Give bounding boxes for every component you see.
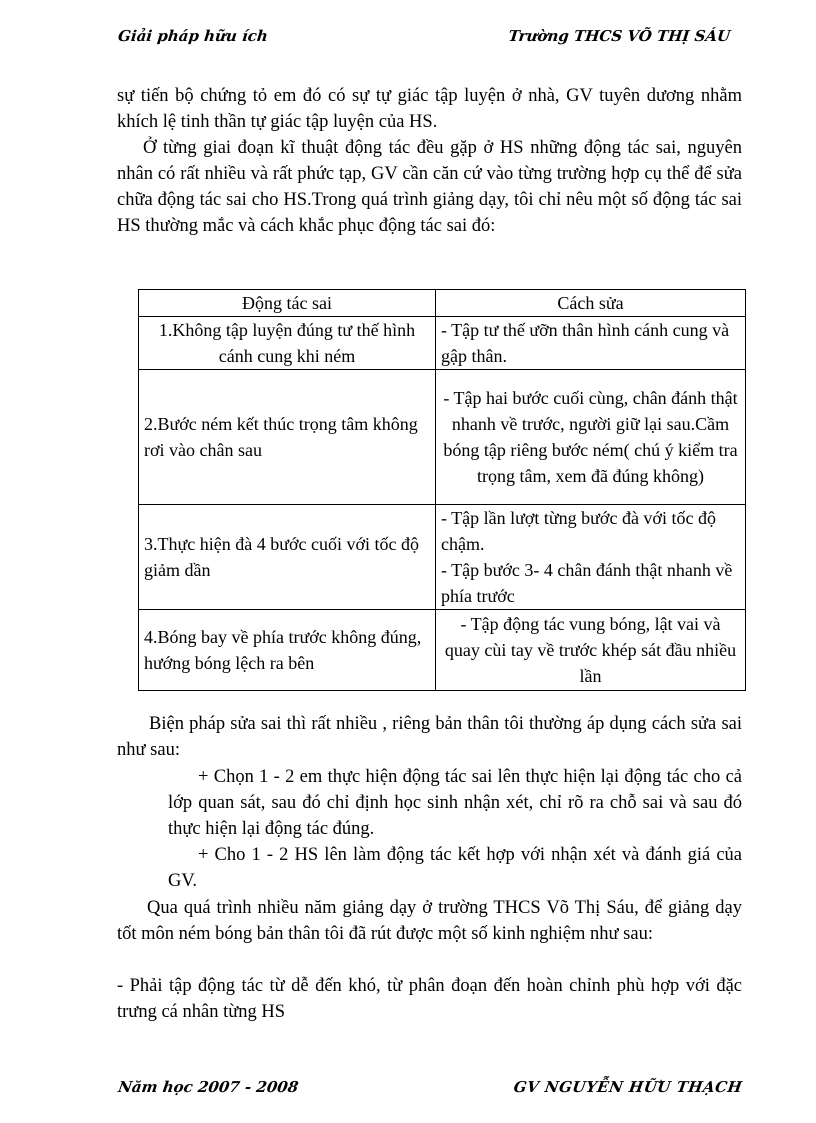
paragraph-3: Biện pháp sửa sai thì rất nhiều , riêng bản thân tôi thường áp dụng cách sửa sai như sau: — [117, 714, 742, 760]
header-left-text: Giải pháp hữu ích — [117, 27, 269, 45]
page-header — [117, 27, 731, 49]
table-cell-error: 3.Thực hiện đà 4 bước cuối với tốc độ giảm dần — [139, 505, 436, 610]
paragraph-2: Ở từng giai đoạn kĩ thuật động tác đều gặp ở HS những động tác sai, nguyên nhân có rất nhiều và rất phức tạp, GV cần căn cứ vào từng trường hợp cụ thể để sửa chữa động tác sai cho HS.Trong quá trình giảng dạy, tôi chỉ nêu một số động tác sai HS thường mắc và cách khắc phục động tác sai đó: — [117, 138, 742, 236]
table-row — [139, 505, 746, 610]
header-right-text: Trường THCS VÕ THỊ SÁU — [507, 27, 732, 45]
table-cell-fix: - Tập động tác vung bóng, lật vai và quay cùi tay về trước khép sát đầu nhiều lần — [436, 610, 746, 691]
table-row — [139, 610, 746, 691]
table-cell-error: 4.Bóng bay về phía trước không đúng, hướng bóng lệch ra bên — [139, 610, 436, 691]
table-cell-error: 2.Bước ném kết thúc trọng tâm không rơi vào chân sau — [139, 370, 436, 505]
page-footer — [116, 1078, 743, 1100]
paragraph-5: + Cho 1 - 2 HS lên làm động tác kết hợp với nhận xét và đánh giá của GV. — [168, 845, 742, 891]
table-row — [139, 317, 746, 370]
paragraph-6: Qua quá trình nhiều năm giảng dạy ở trường THCS Võ Thị Sáu, để giảng dạy tốt môn ném bóng bản thân tôi đã rút được một số kinh nghiệm như sau: — [117, 898, 742, 944]
table-header-fix: Cách sửa — [436, 290, 746, 317]
table-cell-fix-line: - Tập lần lượt từng bước đà với tốc độ chậm. — [441, 508, 716, 554]
table-header-row — [139, 290, 746, 317]
paragraph-4: + Chọn 1 - 2 em thực hiện động tác sai lên thực hiện lại động tác cho cả lớp quan sát, sau đó chỉ định học sinh nhận xét, chỉ rõ ra chỗ sai và sau đó thực hiện lại động tác đúng. — [168, 767, 742, 839]
paragraph-7: - Phải tập động tác từ dễ đến khó, từ phân đoạn đến hoàn chỉnh phù hợp với đặc trưng cá nhân từng HS — [117, 976, 742, 1022]
table-cell-error: 1.Không tập luyện đúng tư thế hình cánh cung khi ném — [139, 317, 436, 370]
table-cell-fix-line: - Tập bước 3- 4 chân đánh thật nhanh về phía trước — [441, 560, 733, 606]
table-cell-fix: - Tập tư thế ưỡn thân hình cánh cung và gập thân. — [436, 317, 746, 370]
table-cell-fix: - Tập hai bước cuối cùng, chân đánh thật nhanh về trước, người giữ lại sau.Cầm bóng tập riêng bước ném( chú ý kiểm tra trọng tâm, xem đã đúng không) — [436, 370, 746, 505]
table-row — [139, 370, 746, 505]
errors-table — [138, 289, 746, 691]
footer-right-text: GV NGUYỄN HỮU THẠCH — [512, 1078, 744, 1096]
table-header-error: Động tác sai — [139, 290, 436, 317]
table-cell-fix — [436, 505, 746, 610]
footer-left-text: Năm học 2007 - 2008 — [117, 1078, 300, 1096]
paragraph-1: sự tiến bộ chứng tỏ em đó có sự tự giác tập luyện ở nhà, GV tuyên dương nhằm khích lệ tinh thần tự giác tập luyện của HS. — [117, 86, 742, 132]
